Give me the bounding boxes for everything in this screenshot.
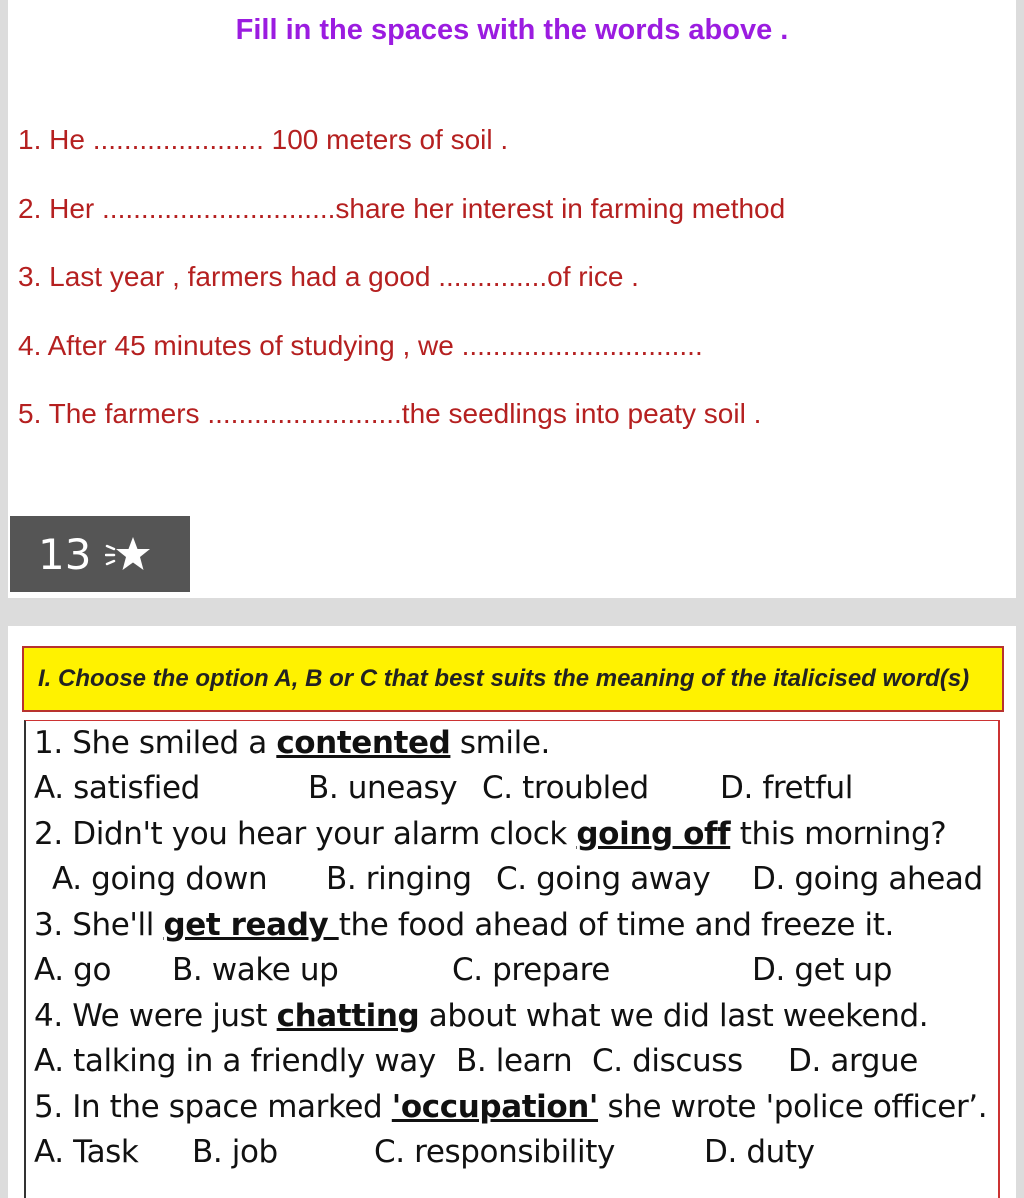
instruction-text: I. Choose the option A, B or C that best suits the meaning of the italicised word(s) bbox=[38, 665, 970, 692]
q1-option-a[interactable]: A. satisfied bbox=[34, 770, 200, 806]
question-1 bbox=[34, 725, 550, 761]
question-3-text-pre: 3. She'll bbox=[34, 907, 164, 943]
q2-option-c[interactable]: C. going away bbox=[496, 861, 711, 897]
question-5-text-pre: 5. In the space marked bbox=[34, 1089, 392, 1125]
q5-option-d[interactable]: D. duty bbox=[704, 1134, 815, 1170]
q3-option-a[interactable]: A. go bbox=[34, 952, 112, 988]
q5-option-b[interactable]: B. job bbox=[192, 1134, 278, 1170]
badge-number: 13 bbox=[38, 529, 92, 579]
q4-option-a[interactable]: A. talking in a friendly way bbox=[34, 1043, 436, 1079]
fill-question-1: 1. He ...................... 100 meters of soil . bbox=[18, 124, 509, 155]
question-4-text-post: about what we did last weekend. bbox=[419, 998, 929, 1034]
question-1-text-post: smile. bbox=[450, 725, 550, 761]
question-number-badge bbox=[10, 516, 190, 592]
multiple-choice-card bbox=[8, 626, 1016, 1198]
q4-option-d[interactable]: D. argue bbox=[788, 1043, 918, 1079]
fill-question-3: 3. Last year , farmers had a good ..............of rice . bbox=[18, 261, 639, 292]
q1-option-b[interactable]: B. uneasy bbox=[308, 770, 458, 806]
q2-option-a[interactable]: A. going down bbox=[52, 861, 268, 897]
question-5-text-post: she wrote 'police officer’. bbox=[598, 1089, 988, 1125]
fill-title: Fill in the spaces with the words above . bbox=[235, 14, 789, 46]
q1-option-c[interactable]: C. troubled bbox=[482, 770, 649, 806]
question-2-text-pre: 2. Didn't you hear your alarm clock bbox=[34, 816, 577, 852]
q5-option-c[interactable]: C. responsibility bbox=[374, 1134, 615, 1170]
sparkle-star-icon bbox=[105, 534, 151, 574]
instruction-box bbox=[22, 646, 1004, 712]
question-3 bbox=[34, 907, 894, 943]
question-1-text-pre: 1. She smiled a bbox=[34, 725, 277, 761]
q3-option-c[interactable]: C. prepare bbox=[452, 952, 610, 988]
questions-box bbox=[24, 720, 1000, 1198]
q4-option-b[interactable]: B. learn bbox=[456, 1043, 573, 1079]
q3-option-b[interactable]: B. wake up bbox=[172, 952, 339, 988]
q4-option-c[interactable]: C. discuss bbox=[592, 1043, 743, 1079]
question-5-key-word: 'occupation' bbox=[391, 1089, 599, 1125]
question-4-text-pre: 4. We were just bbox=[34, 998, 277, 1034]
question-3-key-word: get ready bbox=[163, 907, 339, 943]
q2-option-d[interactable]: D. going ahead bbox=[752, 861, 983, 897]
question-4 bbox=[34, 998, 928, 1034]
q5-option-a[interactable]: A. Task bbox=[34, 1134, 139, 1170]
fill-question-5: 5. The farmers .........................the seedlings into peaty soil . bbox=[18, 398, 762, 429]
q1-option-d[interactable]: D. fretful bbox=[720, 770, 853, 806]
fill-question-2: 2. Her ..............................share her interest in farming method bbox=[18, 193, 786, 224]
question-1-key-word: contented bbox=[276, 725, 451, 761]
question-2-key-word: going off bbox=[576, 816, 731, 852]
fill-question-4: 4. After 45 minutes of studying , we ............................... bbox=[18, 330, 703, 361]
question-2-text-post: this morning? bbox=[730, 816, 947, 852]
q2-option-b[interactable]: B. ringing bbox=[326, 861, 472, 897]
question-4-key-word: chatting bbox=[276, 998, 420, 1034]
q3-option-d[interactable]: D. get up bbox=[752, 952, 893, 988]
fill-in-card bbox=[8, 0, 1016, 598]
question-5 bbox=[34, 1089, 987, 1125]
question-3-text-post: the food ahead of time and freeze it. bbox=[338, 907, 894, 943]
question-2 bbox=[34, 816, 946, 852]
